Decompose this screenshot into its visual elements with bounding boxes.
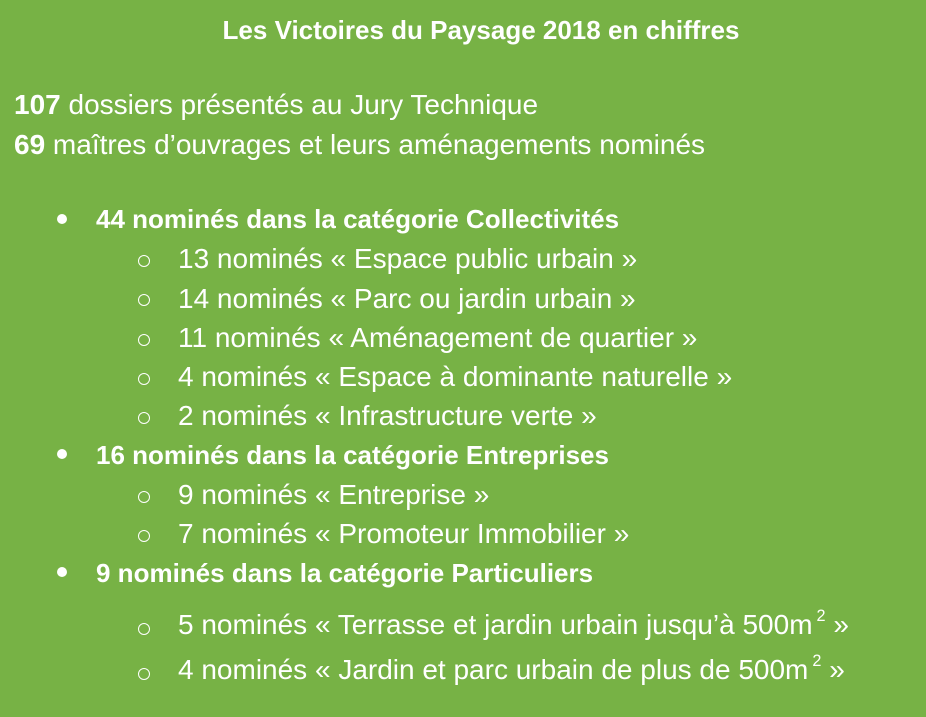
- summary-count: 107: [14, 89, 61, 120]
- subcategory-text: 5 nominés « Terrasse et jardin urbain jusqu’à 500m: [178, 608, 813, 640]
- subcategory-label: 2 nominés « Infrastructure verte »: [178, 400, 597, 432]
- page-title: Les Victoires du Paysage 2018 en chiffres: [222, 15, 740, 45]
- subcategory-item: [0, 239, 926, 278]
- subcategory-label: [178, 602, 849, 647]
- summary-count: 69: [14, 129, 46, 160]
- hollow-circle-bullet-icon: [138, 255, 150, 267]
- superscript-exponent: 2: [816, 606, 826, 625]
- summary-text: dossiers présentés au Jury Technique: [60, 89, 539, 120]
- summary-line-dossiers: [14, 85, 705, 125]
- summary-line-maitres-ouvrages: [14, 125, 705, 165]
- hollow-circle-bullet-icon: [138, 294, 150, 306]
- subcategory-label: 4 nominés « Espace à dominante naturelle »: [178, 361, 733, 393]
- subcategory-item: [0, 514, 926, 553]
- category-list: [0, 200, 926, 692]
- category-item-collectivites: [0, 200, 926, 239]
- subcategory-item: [0, 475, 926, 514]
- hollow-circle-bullet-icon: [138, 491, 150, 503]
- filled-bullet-icon: [57, 449, 67, 459]
- category-label: 9 nominés dans la catégorie Particuliers: [96, 557, 594, 588]
- hollow-circle-bullet-icon: [138, 530, 150, 542]
- filled-bullet-icon: [57, 214, 67, 224]
- hollow-circle-bullet-icon: [138, 373, 150, 385]
- subcategory-label: [178, 647, 845, 692]
- hollow-circle-bullet-icon: [138, 334, 150, 346]
- hollow-circle-bullet-icon: [138, 412, 150, 424]
- subcategory-label: 14 nominés « Parc ou jardin urbain »: [178, 282, 636, 314]
- subcategory-item: [0, 318, 926, 357]
- subcategory-suffix: »: [825, 608, 849, 640]
- hollow-circle-bullet-icon: [138, 623, 150, 635]
- subcategory-item: [0, 647, 926, 692]
- subcategory-suffix: »: [821, 653, 845, 685]
- subcategory-item: [0, 396, 926, 435]
- category-label: 16 nominés dans la catégorie Entreprises: [96, 439, 609, 470]
- superscript-exponent: 2: [812, 651, 822, 670]
- filled-bullet-icon: [57, 567, 67, 577]
- hollow-circle-bullet-icon: [138, 668, 150, 680]
- category-item-entreprises: [0, 436, 926, 475]
- subcategory-item: [0, 279, 926, 318]
- subcategory-item: [0, 602, 926, 647]
- summary-block: [14, 85, 705, 165]
- subcategory-label: 13 nominés « Espace public urbain »: [178, 243, 638, 275]
- subcategory-label: 11 nominés « Aménagement de quartier »: [178, 321, 698, 353]
- subcategory-label: 9 nominés « Entreprise »: [178, 479, 490, 511]
- category-item-particuliers: [0, 554, 926, 593]
- subcategory-label: 7 nominés « Promoteur Immobilier »: [178, 518, 630, 550]
- summary-text: maîtres d’ouvrages et leurs aménagements nominés: [45, 129, 706, 160]
- subcategory-item: [0, 357, 926, 396]
- category-label: 44 nominés dans la catégorie Collectivités: [96, 204, 620, 234]
- subcategory-text: 4 nominés « Jardin et parc urbain de plus de 500m: [178, 653, 809, 685]
